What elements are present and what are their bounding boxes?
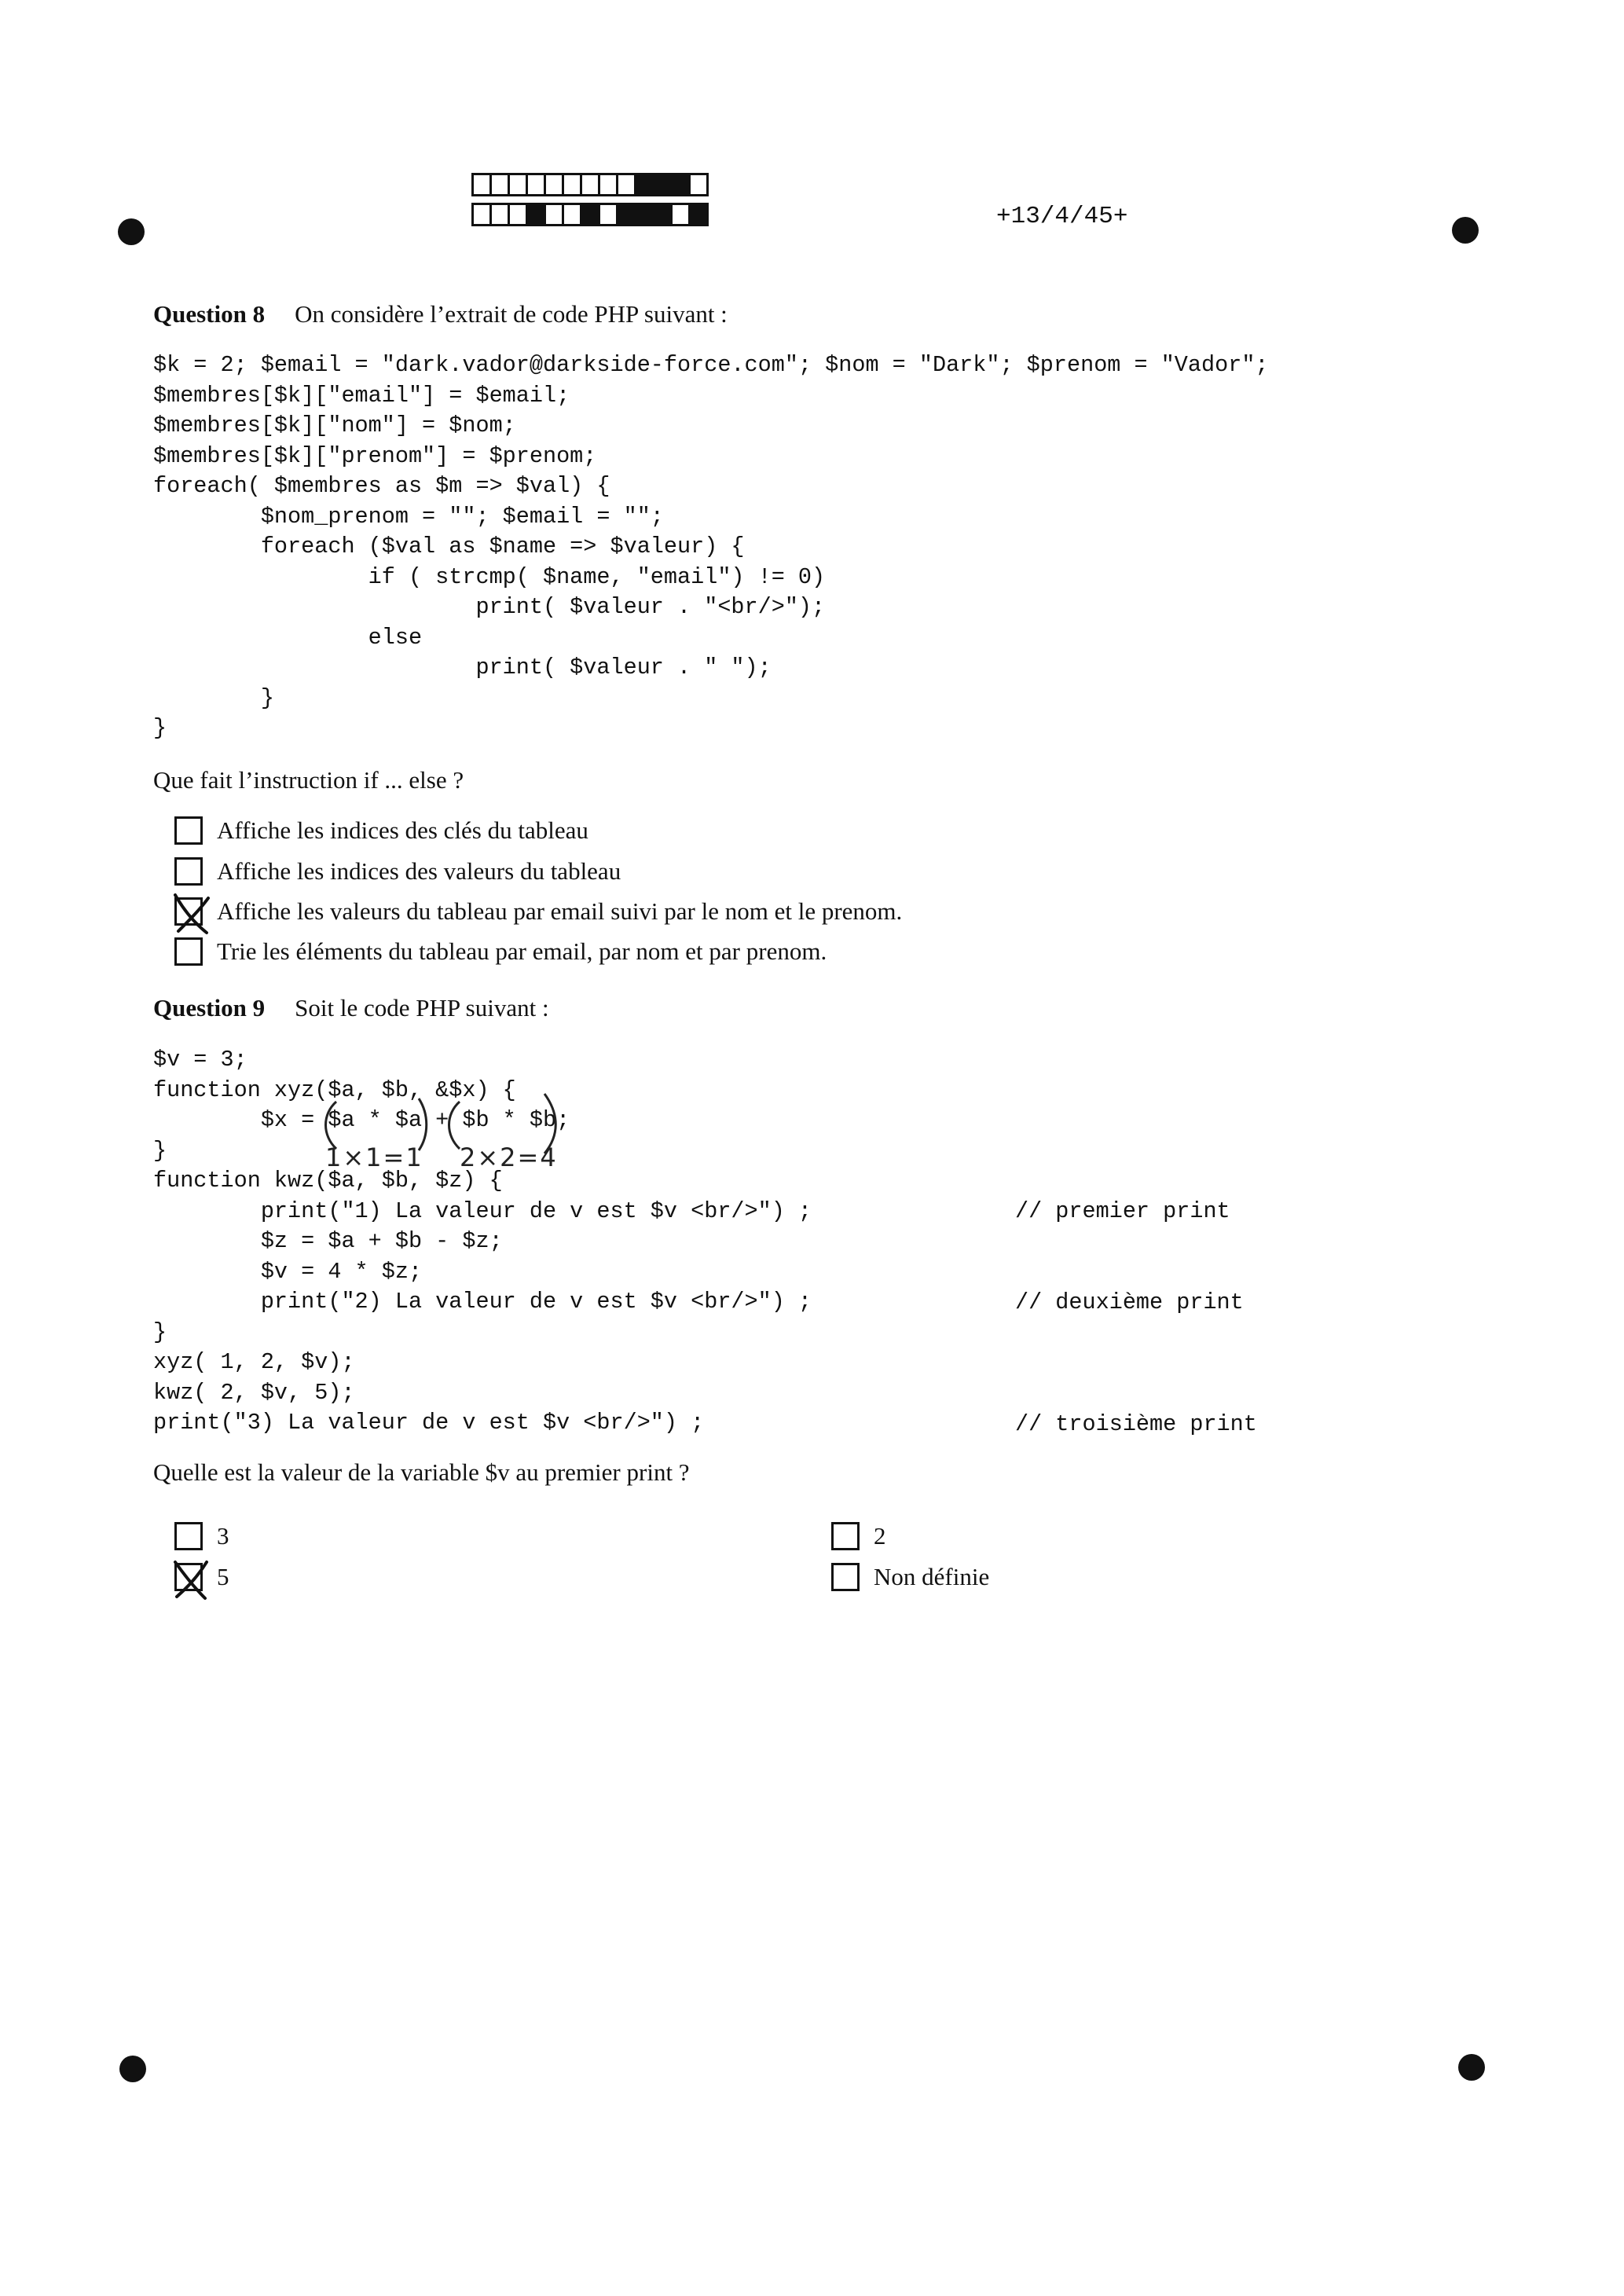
q9-option-5[interactable] — [174, 1560, 229, 1594]
barcode-cell — [688, 203, 709, 226]
registration-mark-top-left — [118, 218, 145, 245]
question-8-label: Question 8 — [153, 300, 266, 328]
barcode-row-2 — [471, 203, 706, 226]
q9-option-3-label: 3 — [217, 1522, 229, 1550]
q9-option-2-checkbox[interactable] — [831, 1522, 860, 1550]
hw-calc-1: 1×1=1 — [325, 1142, 423, 1172]
q8-option-4-label: Trie les éléments du tableau par email, par nom et par prenom. — [217, 937, 827, 965]
q9-option-5-checkbox[interactable] — [174, 1563, 203, 1591]
q9-option-3-checkbox[interactable] — [174, 1522, 203, 1550]
question-9-title: Soit le code PHP suivant : — [295, 994, 549, 1021]
comment-premier-print: // premier print — [1015, 1198, 1230, 1224]
q8-option-2[interactable] — [174, 854, 621, 889]
question-9-prompt: Quelle est la valeur de la variable $v au premier print ? — [153, 1458, 690, 1486]
q8-option-2-label: Affiche les indices des valeurs du tableau — [217, 857, 621, 885]
comment-deuxieme-print: // deuxième print — [1015, 1289, 1244, 1315]
barcode-row-1 — [471, 173, 706, 196]
q9-option-non-definie-checkbox[interactable] — [831, 1563, 860, 1591]
question-8-header — [153, 300, 728, 328]
check-cross-icon — [170, 892, 213, 936]
q8-option-3[interactable] — [174, 894, 902, 929]
page-id: +13/4/45+ — [996, 203, 1128, 230]
barcode-cell — [688, 173, 709, 196]
registration-mark-top-right — [1452, 217, 1479, 244]
registration-mark-bottom-left — [119, 2056, 146, 2082]
q8-option-3-label: Affiche les valeurs du tableau par email suivi par le nom et le prenom. — [217, 897, 903, 925]
question-8-prompt: Que fait l’instruction if ... else ? — [153, 766, 464, 794]
question-8-code: $k = 2; $email = "dark.vador@darkside-force.com"; $nom = "Dark"; $prenom = "Vador"; $membres[$k]["email"] = $email; $membres[$k]["nom"] = $nom; $membres[$k]["prenom"] = $prenom; foreach( $membres as $m => $val) { $nom_prenom = ""; $email = ""; foreach ($val as $name => $valeur) { if ( strcmp( $name, "email") != 0) print( $valeur . "<br/>"); else print( $valeur . " "); } } — [153, 352, 1269, 741]
question-9-header — [153, 994, 549, 1022]
check-cross-icon — [170, 1557, 213, 1601]
q8-option-1[interactable] — [174, 813, 588, 848]
q9-option-2-label: 2 — [874, 1522, 886, 1550]
q9-option-3[interactable] — [174, 1519, 229, 1553]
q8-option-1-checkbox[interactable] — [174, 816, 203, 845]
q8-option-4-checkbox[interactable] — [174, 937, 203, 966]
q9-option-non-definie-label: Non définie — [874, 1563, 990, 1590]
registration-mark-bottom-right — [1458, 2054, 1485, 2081]
q9-option-non-definie[interactable] — [831, 1560, 989, 1594]
q9-option-5-label: 5 — [217, 1563, 229, 1590]
q8-option-1-label: Affiche les indices des clés du tableau — [217, 816, 588, 844]
q8-option-4[interactable] — [174, 934, 827, 969]
comment-troisieme-print: // troisième print — [1015, 1411, 1257, 1437]
hw-calc-2: 2×2=4 — [460, 1142, 558, 1172]
question-9-code: $v = 3; function xyz($a, $b, &$x) { $x = $a * $a + $b * $b; } function kwz($a, $b, $z) { print("1) La valeur de v est $v <br/>") ; $z = $a + $b - $z; $v = 4 * $z; print("2) La valeur de v est $v <br/>") ; } xyz( 1, 2, $v); kwz( 2, $v, 5); print("3) La valeur de v est $v <br/>") ; — [153, 1047, 812, 1436]
q9-option-2[interactable] — [831, 1519, 886, 1553]
question-9-label: Question 9 — [153, 994, 266, 1021]
q8-option-3-checkbox[interactable] — [174, 897, 203, 926]
question-8-title: On considère l’extrait de code PHP suivant : — [295, 300, 728, 328]
q8-option-2-checkbox[interactable] — [174, 857, 203, 886]
